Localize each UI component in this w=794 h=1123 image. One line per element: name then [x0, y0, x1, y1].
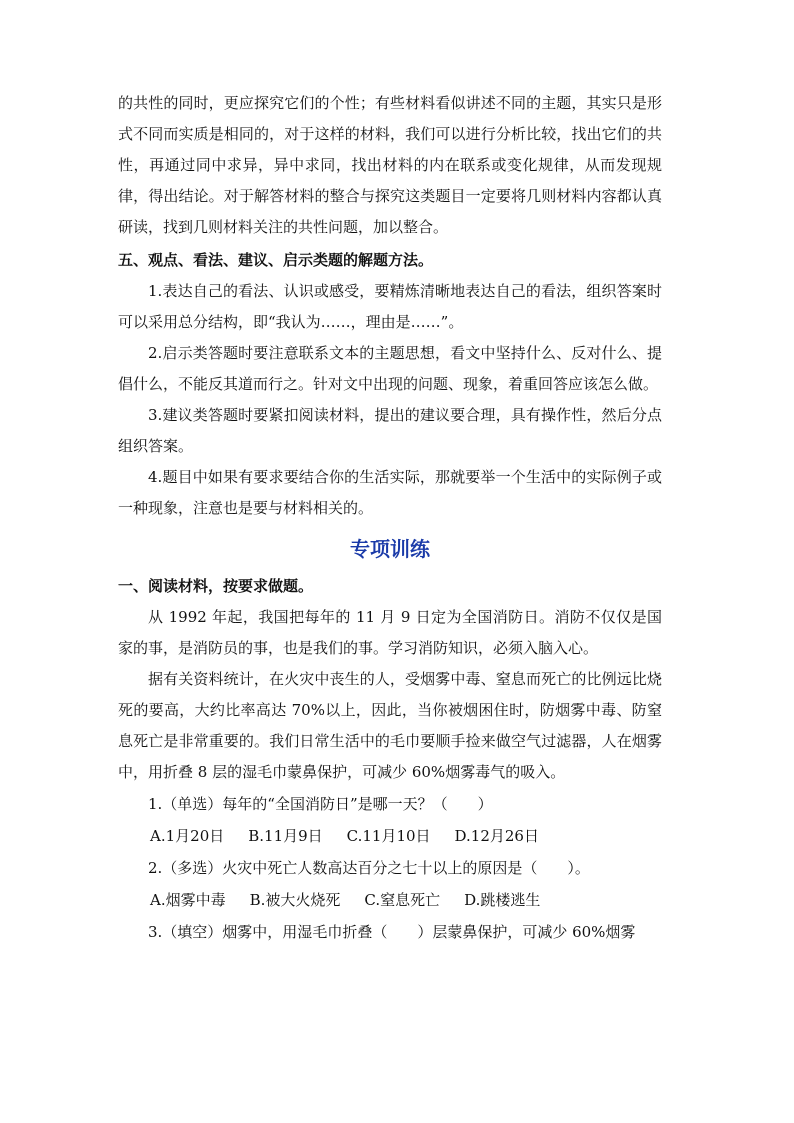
section5-item-4: 4.题目中如果有要求要结合你的生活实际，那就要举一个生活中的实际例子或一种现象，注意也是要与材料相关的。 [118, 468, 662, 517]
option-a: A.1月20日 [150, 827, 225, 845]
section5-item-3: 3.建议类答题时要紧扣阅读材料，提出的建议要合理，具有操作性，然后分点组织答案。 [118, 406, 662, 455]
option-b: B.被大火烧死 [249, 891, 341, 909]
training-title: 专项训练 [350, 537, 430, 561]
section5-item-2: 2.启示类答题时要注意联系文本的主题思想，看文中坚持什么、反对什么、提倡什么，不能反其道而行之。针对文中出现的问题、现象，着重回答应该怎么做。 [118, 344, 662, 393]
question-2-options [118, 884, 662, 916]
question-1: 1.（单选）每年的“全国消防日”是哪一天？（ ） [148, 795, 493, 813]
question-3: 3.（填空）烟雾中，用湿毛巾折叠（ ）层蒙鼻保护，可减少 60%烟雾 [148, 923, 636, 941]
intro-paragraph: 的共性的同时，更应探究它们的个性；有些材料看似讲述不同的主题，其实只是形式不同而实质是相同的，对于这样的材料，我们可以进行分析比较，找出它们的共性，再通过同中求异，异中求同，找出材料的内在联系或变化规律，从而发现规律，得出结论。对于解答材料的整合与探究这类题目一定要将几则材料内容都认真研读，找到几则材料关注的共性问题，加以整合。 [118, 94, 662, 236]
option-d: D.12月26日 [454, 827, 539, 845]
material-paragraph-2: 据有关资料统计，在火灾中丧生的人，受烟雾中毒、窒息而死亡的比例远比烧死的要高，大约比率高达 70%以上，因此，当你被烟困住时，防烟雾中毒、防窒息死亡是非常重要的。我们日常生活中的毛巾要顺手捡来做空气过滤器，人在烟雾中，用折叠 8 层的湿毛巾蒙鼻保护，可减少 60%烟雾毒气的吸入。 [118, 670, 662, 781]
section-heading-5: 五、观点、看法、建议、启示类题的解题方法。 [118, 251, 434, 269]
option-c: C.11月10日 [346, 827, 431, 845]
option-d: D.跳楼逃生 [464, 891, 541, 909]
section5-item-1: 1.表达自己的看法、认识或感受，要精炼清晰地表达自己的看法，组织答案时可以采用总分结构，即“我认为……，理由是……”。 [118, 282, 662, 331]
material-paragraph-1: 从 1992 年起，我国把每年的 11 月 9 日定为全国消防日。消防不仅仅是国家的事，是消防员的事，也是我们的事。学习消防知识，必须入脑入心。 [118, 608, 662, 657]
question-1-options [118, 820, 662, 852]
question-2: 2.（多选）火灾中死亡人数高达百分之七十以上的原因是（ ）。 [148, 859, 590, 877]
option-b: B.11月9日 [248, 827, 323, 845]
option-c: C.窒息死亡 [364, 891, 441, 909]
option-a: A.烟雾中毒 [150, 891, 226, 909]
part1-heading: 一、阅读材料，按要求做题。 [118, 577, 314, 595]
